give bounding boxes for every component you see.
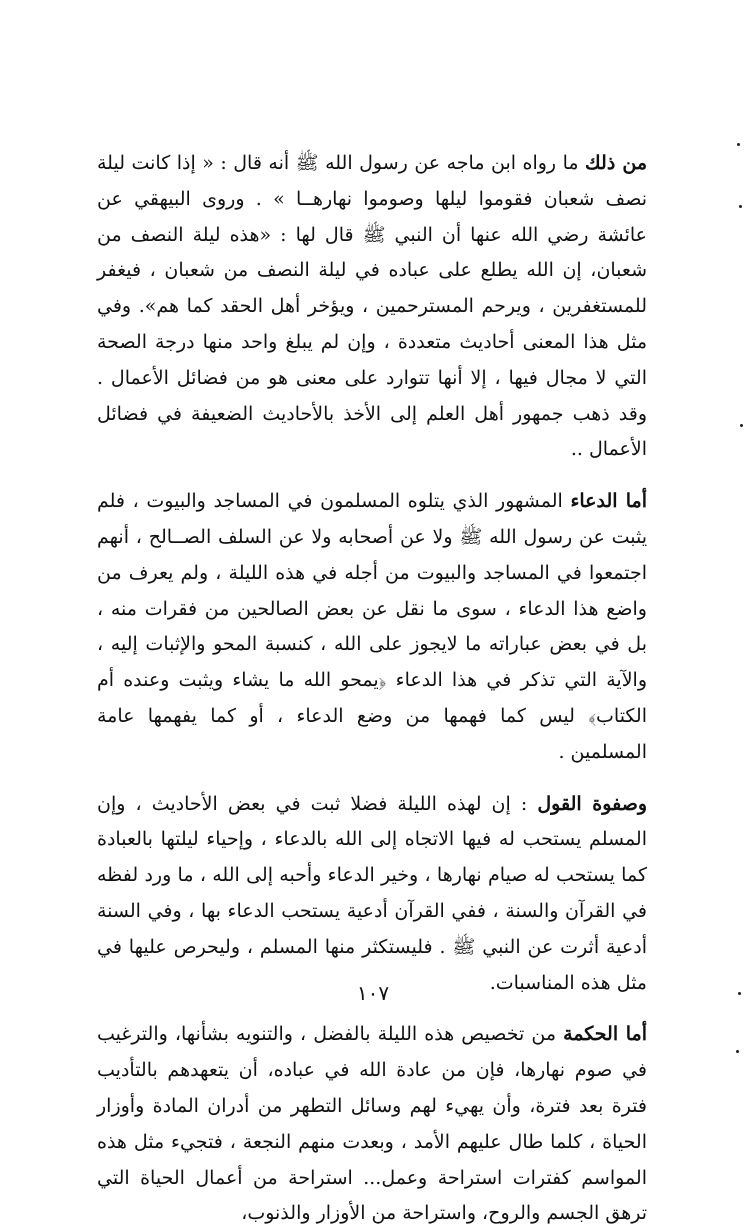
paragraph-lead: أما الدعاء [570, 490, 647, 513]
paragraph-text: المشهور الذي يتلوه المسلمون في المساجد والبيوت ، فلم يثبت عن رسول الله ﷺ ولا عن أصحابه ولا عن السلف الصــالح ، أنهم اجتمعوا في المساجد والبيوت من أجله في هذه الليلة ، ولم يعرف من واضع هذا الدعاء ، سوى ما نقل عن بعض الصالحين من فقرات منه ، بل في بعض عباراته ما لايجوز على الله ، كنسبة المحو والإثبات إليه ، والآية التي تذكر في هذا الدعاء ﴿يمحو الله ما يشاء ويثبت وعنده أم الكتاب﴾ ليس كما فهمها من وضع الدعاء ، أو كما يفهمها عامة المسلمين . [97, 490, 647, 763]
scan-speck [740, 424, 743, 427]
paragraph-text: من تخصيص هذه الليلة بالفضل ، والتنويه بشأنها، والترغيب في صوم نهارها، فإن من عادة الله في عباده، أن يتعهدهم بالتأديب فترة بعد فترة، وأن يهيء لهم وسائل التطهر من أدران المادة وأوزار الحياة ، كلما طال عليهم الأمد ، وبعدت منهم النجعة ، فتجيء مثل هذه المواسم كفترات استراحة وعمل... استراحة من أعمال الحياة التي ترهق الجسم والروح، واستراحة من الأوزار والذنوب، [97, 1023, 647, 1225]
paragraph-text: : إن لهذه الليلة فضلا ثبت في بعض الأحاديث ، وإن المسلم يستحب له فيها الاتجاه إلى الله بالدعاء ، وإحياء ليلتها بالعبادة كما يستحب له صيام نهارها ، وخير الدعاء وأحبه إلى الله ، ما ورد لفظه في القرآن والسنة ، ففي القرآن أدعية يستحب الدعاء بها ، وفي السنة أدعية أثرت عن النبي ﷺ . فليستكثر منها المسلم ، وليحرص عليها في مثل هذه المناسبات. [97, 792, 647, 994]
paragraph [97, 787, 647, 1002]
paragraph-lead: من ذلك [585, 152, 647, 174]
paragraph [97, 484, 647, 770]
paragraph-lead: وصفوة القول [537, 792, 648, 815]
paragraph [97, 146, 647, 468]
paragraph-text: ما رواه ابن ماجه عن رسول الله ﷺ أنه قال : « إذا كانت ليلة نصف شعبان فقوموا ليلها وصوموا نهارهــا » . وروى البيهقي عن عائشة رضي الله عنها أن النبي ﷺ قال لها : «هذه ليلة النصف من شعبان، إن الله يطلع على عباده في ليلة النصف من شعبان ، فيغفر للمستغفرين ، ويرحم المسترحمين ، ويؤخر أهل الحقد كما هم». وفي مثل هذا المعنى أحاديث متعددة ، وإن لم يبلغ واحد منها درجة الصحة التي لا مجال فيها ، إلا أنها تتوارد على معنى هو من فضائل الأعمال . وقد ذهب جمهور أهل العلم إلى الأخذ بالأحاديث الضعيفة في فضائل الأعمال .. [97, 152, 647, 461]
body-text [97, 146, 647, 1232]
scan-speck [736, 1050, 739, 1053]
scan-speck [739, 205, 742, 208]
paragraph [97, 1017, 647, 1232]
paragraph-lead: أما الحكمة [563, 1023, 647, 1046]
page-number: ١٠٧ [356, 981, 390, 1005]
scan-speck [737, 143, 740, 146]
